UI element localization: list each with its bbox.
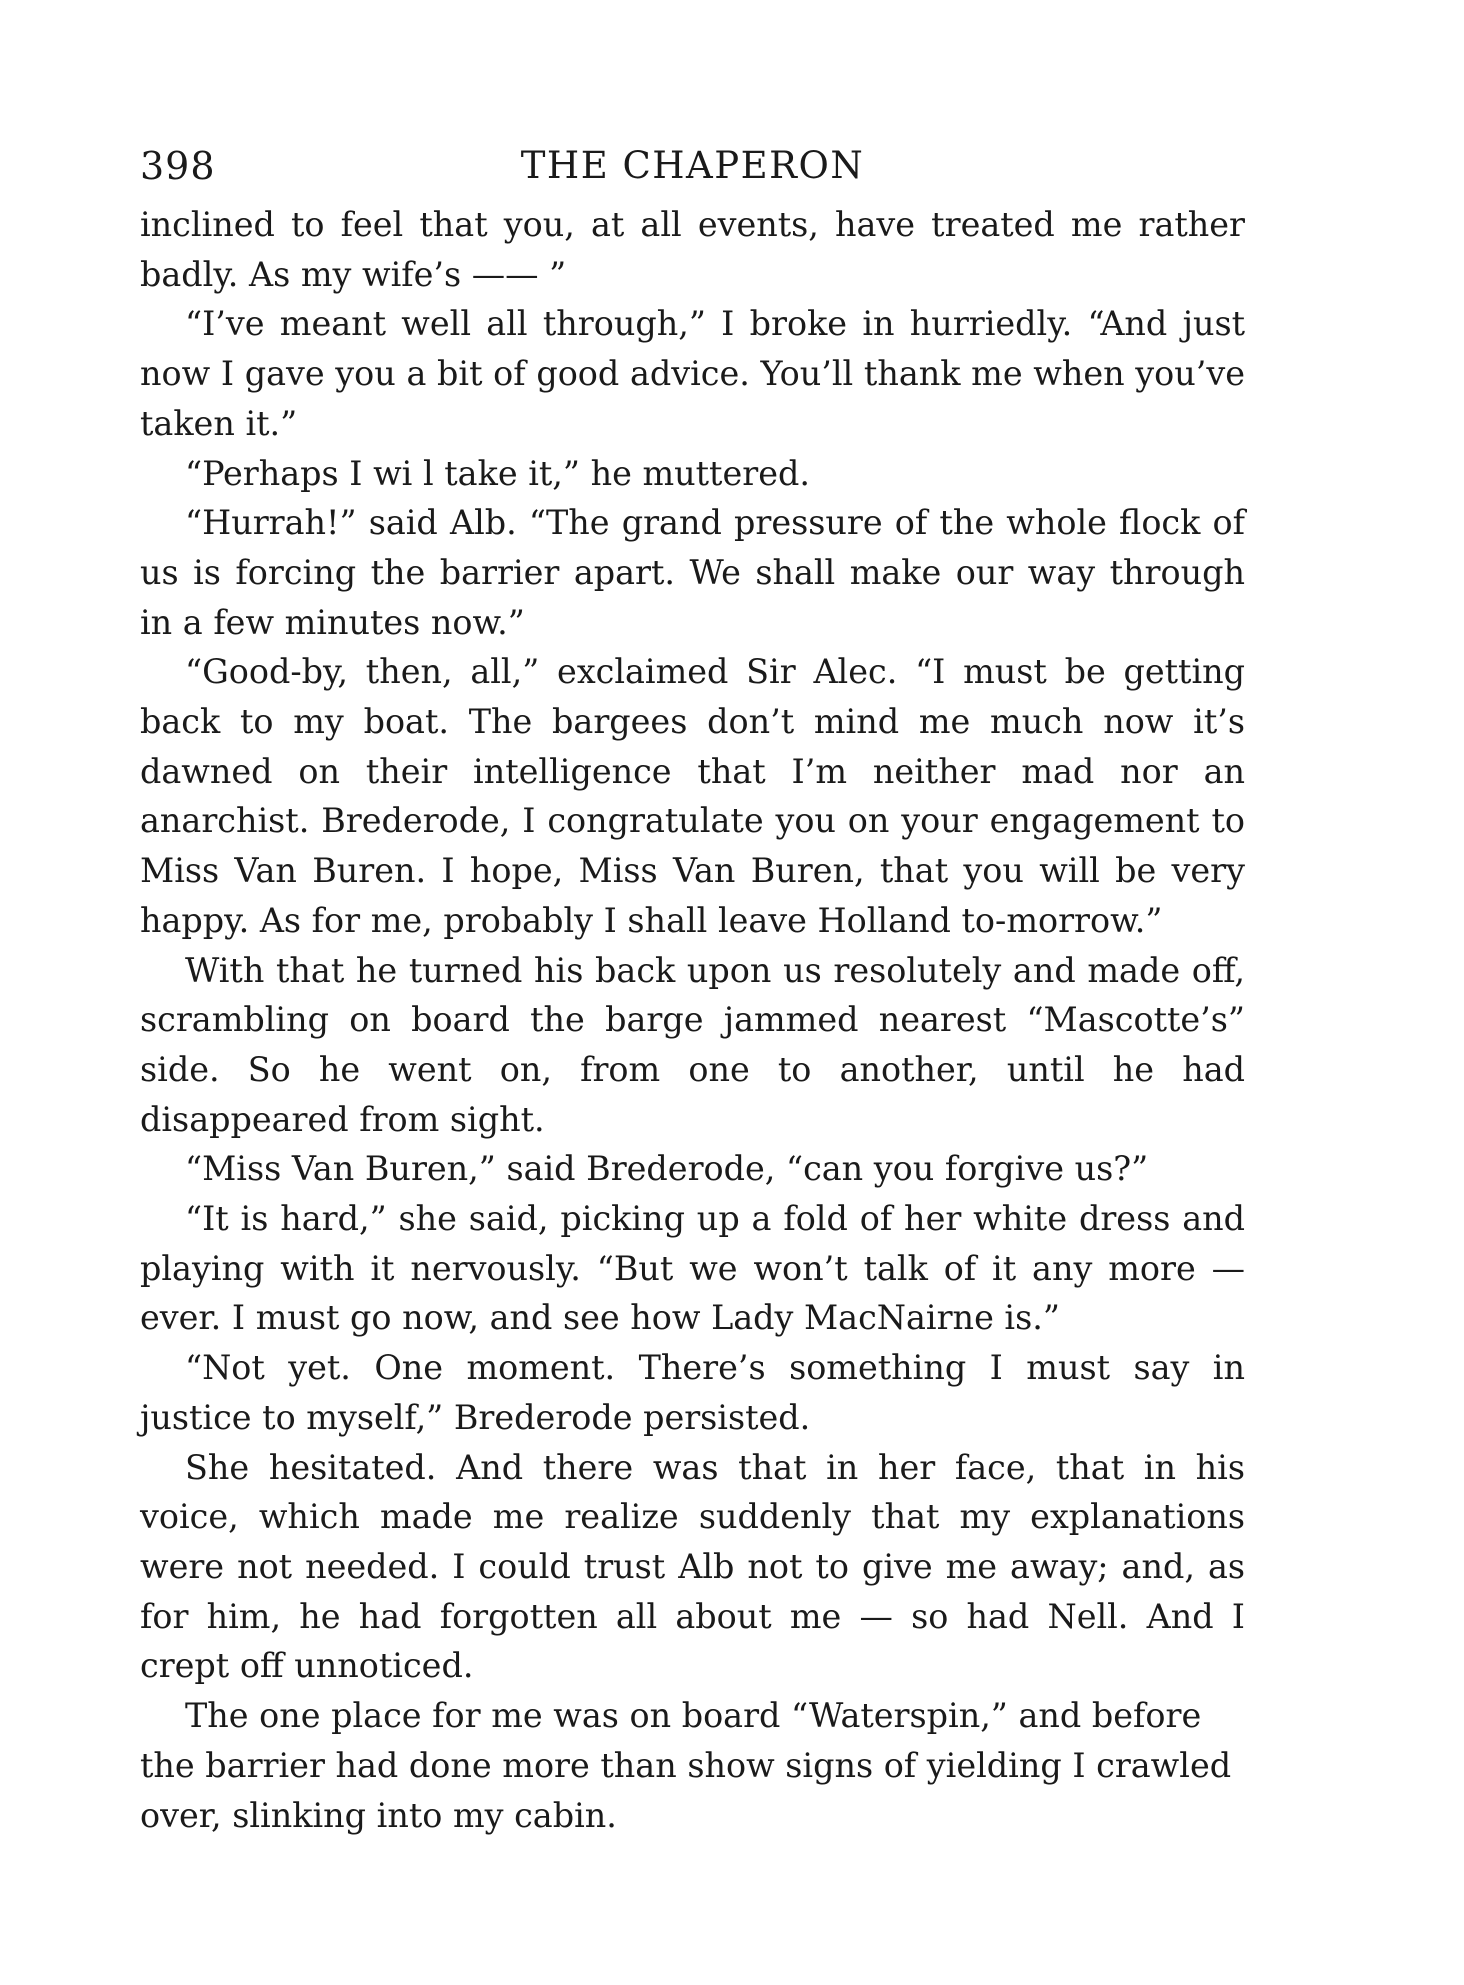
paragraph: “I’ve meant well all through,” I broke in hurriedly. “And just now I gave you a bit of good advice. You’ll thank me when you’ve taken it.” (140, 304, 1245, 443)
body-text (140, 200, 1245, 1840)
paragraph: “Good-by, then, all,” exclaimed Sir Alec. “I must be getting back to my boat. The bargees don’t mind me much now it’s dawned on their intelligence that I’m neither mad nor an anarchist. Brederode, I congratulate you on your engagement to Miss Van Buren. I hope, Miss Van Buren, that you will be very happy. As for me, probably I shall leave Holland to-morrow.” (140, 652, 1245, 940)
paragraph: “Hurrah!” said Alb. “The grand pressure of the whole flock of us is forcing the barrier apart. We shall make our way through in a few minutes now.” (140, 503, 1245, 642)
paragraph: The one place for me was on board “Waterspin,” and before the barrier had done more than show signs of yielding I crawled over, slinking into my cabin. (140, 1696, 1232, 1835)
paragraph: “Miss Van Buren,” said Brederode, “can you forgive us?” (185, 1149, 1149, 1189)
page-number: 398 (140, 144, 216, 188)
paragraph: “Not yet. One moment. There’s something I must say in justice to myself,” Brederode persisted. (140, 1348, 1245, 1437)
paragraph: With that he turned his back upon us resolutely and made off, scrambling on board the barge jammed nearest “Mascotte’s” side. So he went on, from one to another, until he had disappeared from sight. (140, 950, 1245, 1139)
paragraph: inclined to feel that you, at all events, have treated me rather badly. As my wife’s —— ” (140, 205, 1245, 294)
paragraph: She hesitated. And there was that in her face, that in his voice, which made me realize suddenly that my explanations were not needed. I could trust Alb not to give me away; and, as for him, he had forgotten all about me — so had Nell. And I crept off unnoticed. (140, 1447, 1245, 1686)
running-title: THE CHAPERON (520, 144, 865, 187)
paragraph: “Perhaps I wi l take it,” he muttered. (185, 453, 810, 493)
paragraph: “It is hard,” she said, picking up a fold of her white dress and playing with it nervously. “But we won’t talk of it any more — ever. I must go now, and see how Lady MacNairne is.” (140, 1199, 1245, 1338)
page-header (140, 144, 1245, 204)
